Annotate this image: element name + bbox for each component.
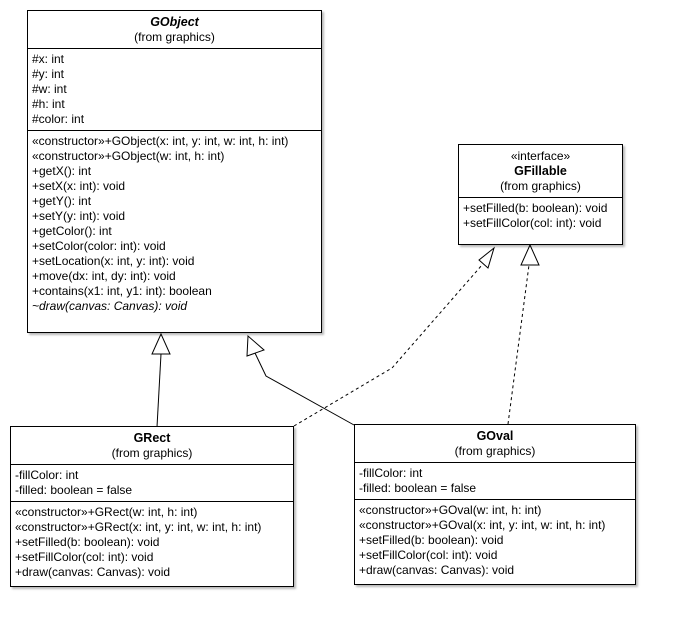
class-gfillable-name: GFillable [514, 164, 567, 178]
operation: +setColor(color: int): void [32, 239, 166, 253]
operation: «constructor»+GObject(x: int, y: int, w: int, h: int) [32, 134, 289, 148]
operation: +setFilled(b: boolean): void [463, 201, 608, 215]
class-gobject[interactable] [27, 10, 322, 333]
attribute: #w: int [32, 82, 67, 96]
attribute: -filled: boolean = false [15, 483, 133, 497]
class-gobject-operations [28, 130, 321, 317]
operation: +getColor(): int [32, 224, 112, 238]
operation: +getX(): int [32, 164, 92, 178]
class-gobject-name: GObject [150, 15, 199, 29]
grect-generalization-arrowhead [152, 334, 170, 354]
class-grect[interactable] [10, 426, 294, 587]
goval-realization-line [508, 265, 529, 424]
goval-generalization-arrowhead [247, 336, 264, 356]
class-gfillable-stereotype: «interface» [510, 149, 571, 163]
attribute: #color: int [32, 112, 85, 126]
operation: +contains(x1: int, y1: int): boolean [32, 284, 212, 298]
class-gobject-attributes [28, 48, 321, 130]
operation: +move(dx: int, dy: int): void [32, 269, 176, 283]
class-goval-package: (from graphics) [454, 444, 536, 458]
attribute: #x: int [32, 52, 65, 66]
class-goval-header [355, 425, 635, 462]
class-goval-operations [355, 499, 635, 581]
class-grect-attributes [11, 464, 293, 501]
class-grect-package: (from graphics) [111, 446, 193, 460]
operation: +getY(): int [32, 194, 92, 208]
operation: ~draw(canvas: Canvas): void [32, 299, 188, 313]
operation: «constructor»+GRect(x: int, y: int, w: int, h: int) [15, 520, 262, 534]
attribute: #h: int [32, 97, 65, 111]
class-gobject-header [28, 11, 321, 48]
attribute: -filled: boolean = false [359, 481, 477, 495]
operation: «constructor»+GOval(w: int, h: int) [359, 503, 542, 517]
operation: +draw(canvas: Canvas): void [15, 565, 171, 579]
class-goval-attributes [355, 462, 635, 499]
operation: +setFillColor(col: int): void [463, 216, 602, 230]
operation: +setFillColor(col: int): void [15, 550, 154, 564]
class-grect-header [11, 427, 293, 464]
class-gfillable-operations [459, 197, 622, 234]
operation: +draw(canvas: Canvas): void [359, 563, 515, 577]
goval-generalization-line [255, 353, 354, 425]
grect-generalization-line [157, 354, 161, 427]
goval-realization-arrowhead [521, 245, 539, 265]
grect-realization-line [294, 265, 482, 426]
class-goval-name: GOval [476, 429, 514, 443]
attribute: -fillColor: int [15, 468, 79, 482]
operation: +setY(y: int): void [32, 209, 126, 223]
operation: «constructor»+GRect(w: int, h: int) [15, 505, 198, 519]
class-grect-name: GRect [133, 431, 171, 445]
operation: +setFilled(b: boolean): void [15, 535, 160, 549]
operation: +setX(x: int): void [32, 179, 126, 193]
operation: +setFilled(b: boolean): void [359, 533, 504, 547]
attribute: #y: int [32, 67, 65, 81]
attribute: -fillColor: int [359, 466, 423, 480]
class-grect-operations [11, 501, 293, 583]
class-goval[interactable] [354, 424, 636, 585]
operation: «constructor»+GOval(x: int, y: int, w: int, h: int) [359, 518, 606, 532]
operation: «constructor»+GObject(w: int, h: int) [32, 149, 225, 163]
class-gobject-package: (from graphics) [134, 30, 215, 44]
grect-realization-arrowhead [479, 248, 494, 268]
class-gfillable-package: (from graphics) [500, 179, 581, 193]
operation: +setFillColor(col: int): void [359, 548, 498, 562]
operation: +setLocation(x: int, y: int): void [32, 254, 195, 268]
class-gfillable-header [459, 145, 622, 197]
class-gfillable[interactable] [458, 144, 623, 245]
